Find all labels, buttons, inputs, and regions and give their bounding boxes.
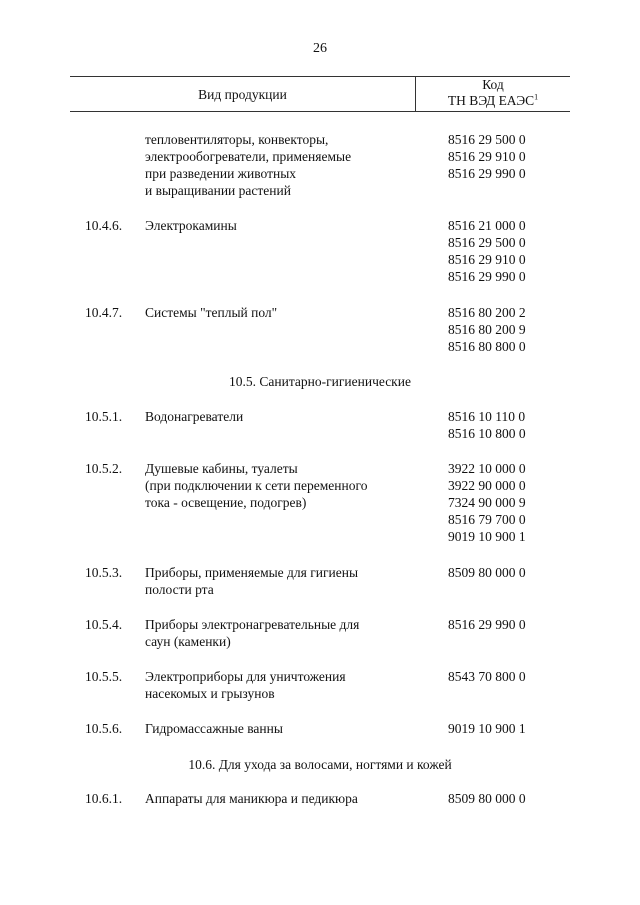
row-code: 9019 10 900 1	[448, 529, 526, 544]
row-codes	[448, 408, 526, 442]
row-code: 8516 80 200 2	[448, 305, 526, 320]
row-number: 10.5.3.	[85, 565, 123, 580]
header-code-line1: Код	[482, 77, 504, 92]
row-codes	[448, 217, 526, 285]
row-code: 8509 80 000 0	[448, 565, 526, 580]
row-codes	[448, 720, 526, 737]
row-codes	[448, 790, 526, 807]
row-description-line: Гидромассажные ванны	[145, 721, 283, 736]
row-description-line: саун (каменки)	[145, 634, 231, 649]
row-description	[145, 668, 415, 702]
row-number: 10.4.6.	[85, 218, 123, 233]
row-description	[145, 304, 415, 321]
row-description-line: Приборы, применяемые для гигиены	[145, 565, 359, 580]
row-code: 8516 29 500 0	[448, 235, 526, 250]
row-description-line: Водонагреватели	[145, 409, 244, 424]
row-description	[145, 217, 415, 234]
row-code: 8509 80 000 0	[448, 791, 526, 806]
row-code: 8516 29 990 0	[448, 166, 526, 181]
row-description-line: Приборы электронагревательные для	[145, 617, 360, 632]
row-description	[145, 408, 415, 425]
row-description	[145, 131, 415, 199]
row-code: 3922 90 000 0	[448, 478, 526, 493]
row-number: 10.4.7.	[85, 305, 123, 320]
row-codes	[448, 304, 526, 355]
row-code: 8516 29 990 0	[448, 617, 526, 632]
row-number: 10.6.1.	[85, 791, 123, 806]
header-code-footnote: 1	[534, 92, 539, 102]
row-description	[145, 720, 415, 737]
row-number: 10.5.2.	[85, 461, 123, 476]
section-heading: 10.6. Для ухода за волосами, ногтями и кожей	[188, 757, 452, 772]
row-code: 8516 80 200 9	[448, 322, 526, 337]
row-description	[145, 460, 415, 511]
row-description-line: электрообогреватели, применяемые	[145, 149, 352, 164]
row-codes	[448, 131, 526, 182]
row-code: 8516 10 800 0	[448, 426, 526, 441]
row-code: 8543 70 800 0	[448, 669, 526, 684]
row-description	[145, 616, 415, 650]
header-code-column	[416, 77, 570, 109]
row-code: 7324 90 000 9	[448, 495, 526, 510]
row-description-line: при разведении животных	[145, 166, 297, 181]
row-description-line: Душевые кабины, туалеты	[145, 461, 298, 476]
row-codes	[448, 564, 526, 581]
header-code-line2	[416, 93, 570, 109]
row-description-line: тока - освещение, подогрев)	[145, 495, 307, 510]
row-description	[145, 564, 415, 598]
row-code: 3922 10 000 0	[448, 461, 526, 476]
row-description-line: тепловентиляторы, конвекторы,	[145, 132, 329, 147]
table-header-bottom-border	[70, 111, 570, 112]
row-number: 10.5.4.	[85, 617, 123, 632]
row-code: 8516 80 800 0	[448, 339, 526, 354]
row-number: 10.5.5.	[85, 669, 123, 684]
header-code-label: ТН ВЭД ЕАЭС	[447, 93, 535, 108]
row-code: 8516 79 700 0	[448, 512, 526, 527]
row-description-line: Системы "теплый пол"	[145, 305, 278, 320]
row-description-line: насекомых и грызунов	[145, 686, 275, 701]
row-description-line: (при подключении к сети переменного	[145, 478, 368, 493]
row-description-line: полости рта	[145, 582, 214, 597]
row-code: 8516 10 110 0	[448, 409, 526, 424]
page-number: 26	[313, 41, 327, 56]
row-code: 8516 21 000 0	[448, 218, 526, 233]
row-number: 10.5.6.	[85, 721, 123, 736]
row-codes	[448, 668, 526, 685]
row-code: 8516 29 500 0	[448, 132, 526, 147]
row-codes	[448, 616, 526, 633]
row-description	[145, 790, 415, 807]
row-number: 10.5.1.	[85, 409, 123, 424]
header-product-column: Вид продукции	[198, 87, 287, 102]
row-description-line: Аппараты для маникюра и педикюра	[145, 791, 358, 806]
row-code: 8516 29 910 0	[448, 149, 526, 164]
section-heading: 10.5. Санитарно-гигиенические	[229, 374, 411, 389]
row-description-line: Электроприборы для уничтожения	[145, 669, 346, 684]
row-description-line: Электрокамины	[145, 218, 237, 233]
row-codes	[448, 460, 526, 545]
row-description-line: и выращивании растений	[145, 183, 291, 198]
row-code: 8516 29 910 0	[448, 252, 526, 267]
row-code: 8516 29 990 0	[448, 269, 526, 284]
row-code: 9019 10 900 1	[448, 721, 526, 736]
